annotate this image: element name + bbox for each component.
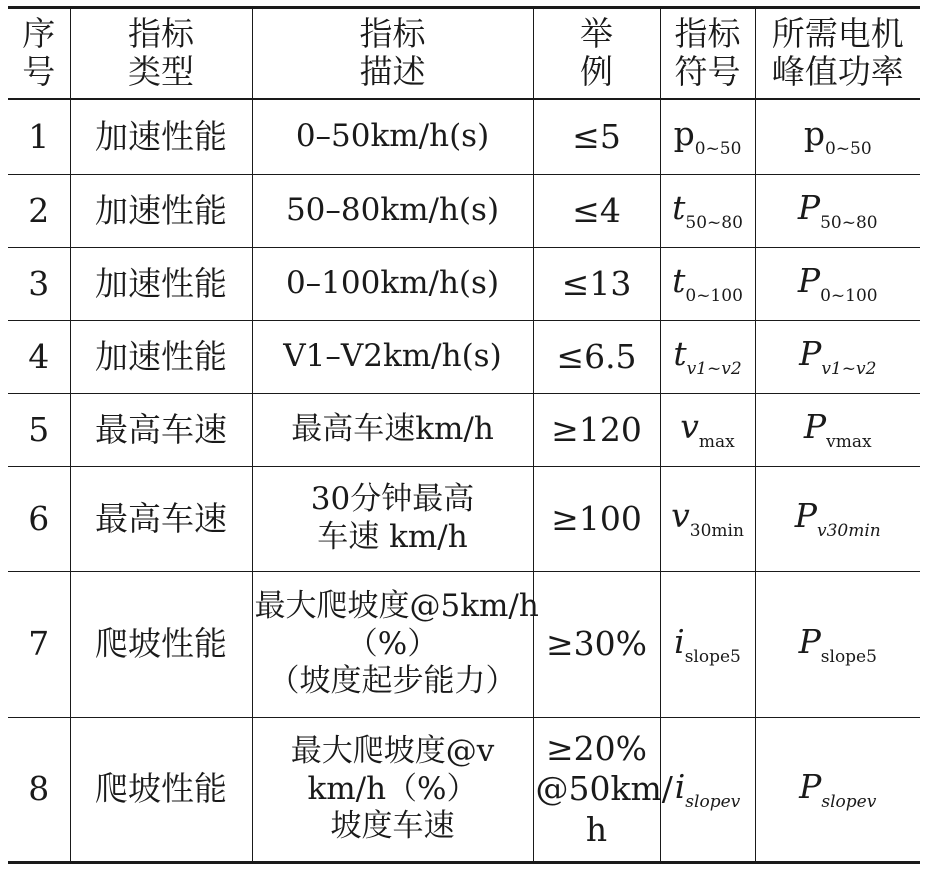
cell-type — [70, 175, 252, 248]
symbol-subscript: v1~v2 — [686, 359, 742, 380]
row-number: 1 — [28, 116, 50, 156]
table-body — [8, 99, 920, 863]
symbol-main: t — [672, 188, 686, 228]
cell-type — [70, 321, 252, 394]
symbol-main: i — [674, 766, 686, 806]
cell-index — [8, 394, 70, 467]
cell-type — [70, 572, 252, 718]
description-line: V1–V2km/h(s) — [283, 338, 502, 375]
power-subscript: 0~100 — [820, 286, 878, 307]
row-number: 5 — [28, 409, 50, 449]
header-example: 举 例 — [533, 8, 660, 99]
example-line: ≤13 — [561, 263, 632, 303]
power-subscript: v1~v2 — [821, 359, 877, 380]
cell-type — [70, 248, 252, 321]
description-line: 最大爬坡度@v — [290, 732, 495, 769]
cell-peak-power — [755, 321, 920, 394]
power-main: P — [797, 188, 821, 228]
table-row — [8, 718, 920, 863]
row-number: 4 — [28, 336, 50, 376]
header-description: 指标 描述 — [252, 8, 533, 99]
cell-example — [533, 321, 660, 394]
header-peak-power: 所需电机 峰值功率 — [755, 8, 920, 99]
cell-example — [533, 718, 673, 863]
symbol-subscript: 0~50 — [694, 138, 742, 159]
description-line: km/h（%） — [307, 770, 478, 807]
cell-example — [533, 99, 660, 175]
description-line: 坡度车速 — [330, 808, 455, 845]
cell-symbol — [660, 99, 755, 175]
cell-symbol — [660, 572, 755, 718]
cell-index — [8, 467, 70, 572]
symbol-main: v — [680, 407, 699, 447]
cell-description — [252, 394, 533, 467]
cell-symbol — [660, 718, 755, 863]
cell-example — [533, 175, 660, 248]
description-line: 30分钟最高 — [310, 481, 475, 518]
metric-type: 爬坡性能 — [95, 624, 227, 664]
cell-peak-power — [755, 572, 920, 718]
cell-peak-power — [755, 248, 920, 321]
power-subscript: slopev — [821, 791, 877, 812]
description-line: （%） — [346, 625, 439, 662]
cell-type — [70, 99, 252, 175]
symbol-subscript: slopev — [685, 791, 741, 812]
metric-type: 加速性能 — [95, 336, 227, 376]
cell-index — [8, 99, 70, 175]
symbol-subscript: 0~100 — [685, 286, 743, 307]
power-main: P — [797, 261, 821, 301]
cell-peak-power — [755, 718, 920, 863]
cell-symbol — [660, 394, 755, 467]
example-line: ≥20% — [546, 729, 647, 769]
power-subscript: vmax — [826, 432, 872, 453]
power-main: P — [799, 334, 822, 374]
example-line: ≥100 — [551, 498, 642, 538]
metric-type: 加速性能 — [95, 263, 227, 303]
symbol-main: t — [672, 261, 686, 301]
metric-type: 爬坡性能 — [95, 769, 227, 809]
example-line: @50km/ — [535, 769, 673, 809]
cell-description — [252, 321, 533, 394]
table-row — [8, 572, 920, 718]
power-subscript: 50~80 — [820, 213, 878, 234]
example-line: h — [585, 809, 608, 849]
cell-example — [533, 572, 660, 718]
cell-symbol — [660, 175, 755, 248]
cell-peak-power — [755, 99, 920, 175]
cell-description — [252, 175, 533, 248]
example-line: ≤4 — [572, 190, 621, 230]
table-row — [8, 394, 920, 467]
example-line: ≥30% — [546, 624, 647, 664]
cell-index — [8, 175, 70, 248]
example-line: ≥120 — [551, 409, 642, 449]
row-number: 3 — [28, 263, 50, 303]
table-row — [8, 467, 920, 572]
power-subscript: 0~50 — [824, 138, 872, 159]
cell-description — [252, 572, 539, 718]
cell-index — [8, 572, 70, 718]
symbol-subscript: slope5 — [684, 646, 741, 667]
power-main: P — [794, 496, 817, 536]
description-line: 0–100km/h(s) — [285, 265, 500, 302]
cell-example — [533, 467, 660, 572]
description-line: 最大爬坡度@5km/h — [254, 587, 539, 624]
symbol-main: i — [674, 621, 685, 661]
table-row — [8, 248, 920, 321]
cell-type — [70, 718, 252, 863]
power-main: p — [803, 113, 825, 153]
symbol-subscript: 50~80 — [685, 213, 743, 234]
cell-type — [70, 467, 252, 572]
cell-peak-power — [755, 394, 920, 467]
row-number: 8 — [28, 769, 50, 809]
description-line: 0–50km/h(s) — [295, 117, 490, 154]
symbol-main: v — [671, 496, 690, 536]
metrics-table — [8, 6, 920, 864]
cell-description — [252, 718, 533, 863]
metric-type: 最高车速 — [95, 498, 227, 538]
symbol-subscript: 30min — [689, 521, 744, 542]
description-line: 50–80km/h(s) — [285, 192, 500, 229]
cell-symbol — [660, 248, 755, 321]
description-line: （坡度起步能力） — [268, 663, 517, 700]
cell-symbol — [660, 321, 755, 394]
cell-description — [252, 99, 533, 175]
cell-peak-power — [755, 467, 920, 572]
power-main: P — [798, 621, 821, 661]
cell-description — [252, 467, 533, 572]
cell-index — [8, 718, 70, 863]
description-line: 车速 km/h — [317, 519, 468, 555]
cell-example — [533, 394, 660, 467]
row-number: 6 — [28, 498, 50, 538]
symbol-main: t — [673, 334, 687, 374]
cell-type — [70, 394, 252, 467]
power-main: P — [803, 407, 827, 447]
metric-type: 加速性能 — [95, 116, 227, 156]
table-row — [8, 175, 920, 248]
power-subscript: v30min — [816, 521, 881, 542]
cell-symbol — [660, 467, 755, 572]
cell-peak-power — [755, 175, 920, 248]
header-symbol: 指标 符号 — [660, 8, 755, 99]
table-row — [8, 321, 920, 394]
row-number: 7 — [28, 624, 50, 664]
table-header — [8, 8, 920, 99]
header-index: 序 号 — [22, 14, 56, 92]
power-main: P — [799, 766, 822, 806]
power-subscript: slope5 — [820, 646, 877, 667]
row-number: 2 — [28, 190, 50, 230]
example-line: ≤6.5 — [556, 336, 637, 376]
description-line: 最高车速km/h — [291, 411, 494, 448]
table-row — [8, 99, 920, 175]
cell-index — [8, 321, 70, 394]
metric-type: 加速性能 — [95, 190, 227, 230]
header-type: 指标 类型 — [70, 8, 252, 99]
cell-example — [533, 248, 660, 321]
metric-type: 最高车速 — [95, 409, 227, 449]
symbol-main: p — [673, 113, 695, 153]
symbol-subscript: max — [698, 432, 735, 453]
example-line: ≤5 — [572, 116, 621, 156]
cell-index — [8, 248, 70, 321]
cell-description — [252, 248, 533, 321]
